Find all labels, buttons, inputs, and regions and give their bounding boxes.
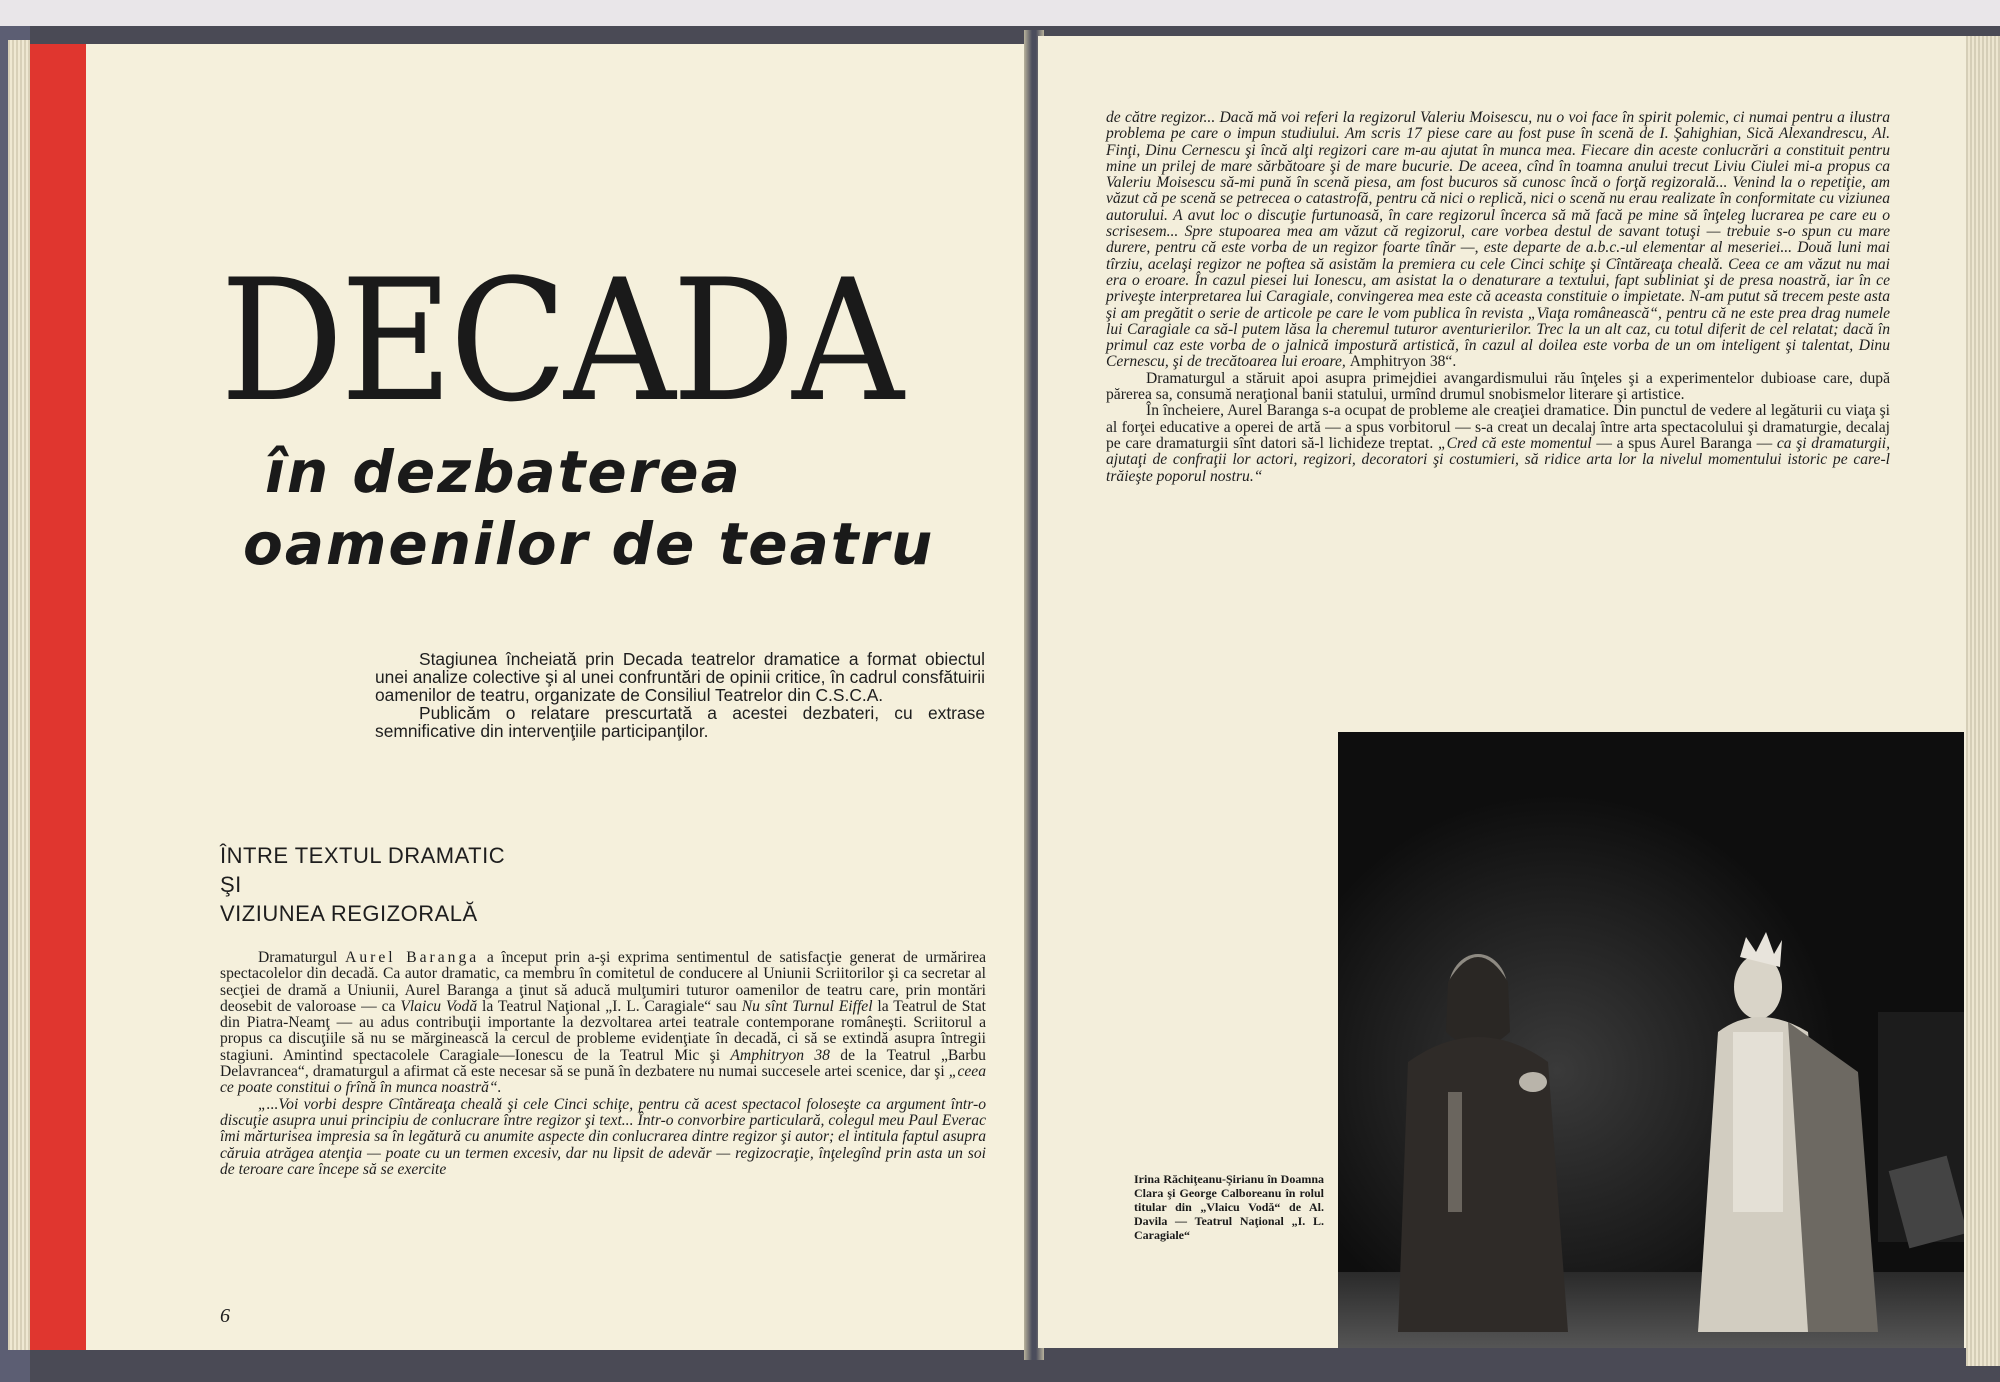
body-paragraph: „...Voi vorbi despre Cîntăreaţa chealǎ şi cele Cinci schiţe, pentru că acest spectacol foloseşte ca argument într-o discuţie asupra unui principiu de conlucrare între regizor şi text... Într-o convorbire particulară, colegul meu Paul Everac îmi mărturisea impresia sa în legătură cu anumite aspecte din conlucrarea dintre regizor şi autor; el intitula faptul asupra căruia atrăgea atenţia — poate cu un termen excesiv, dar nu lipsit de adevăr — regizocraţie, înţelegînd prin asta un soi de teroare care începe să se exercite — [220, 1095, 986, 1178]
red-margin-band — [30, 44, 86, 1350]
intro-paragraph: Stagiunea încheiată prin Decada teatrelor dramatice a format obiectul unei analize colective şi al unei confruntări de opinii critice, în cadrul consfătuirii oamenilor de teatru, organizate de Consiliul Teatrelor din C.S.C.A. — [375, 649, 985, 705]
book-cover-top — [0, 0, 2000, 26]
section-heading — [220, 841, 620, 928]
photo-caption: Irina Răchiţeanu-Şirianu în Doamna Clara şi George Calboreanu în rolul titular din „Vlaicu Vodă“ de Al. Davila — Teatrul Naţional „I. L. Caragiale“ — [1134, 1172, 1324, 1242]
article-subtitle-line2: oamenilor de teatru — [243, 510, 935, 578]
page-stack-right — [1966, 36, 2000, 1366]
article-title: DECADA — [220, 243, 901, 439]
body-paragraph: de către regizor... Dacă mă voi referi la regizorul Valeriu Moisescu, nu o voi face în spirit polemic, ci numai pentru a ilustra problema pe care o impun studiului. Am scris 17 piese care au fost puse în scenă de I. Şahighian, Sică Alexandrescu, Al. Finţi, Dinu Cernescu şi încă alţi regizori care m-au ajutat în munca mea. Fiecare din aceste conlucrări a constituit pentru mine un prilej de mare sărbătoare şi de mare bucurie. De aceea, cînd în toamna anului trecut Liviu Ciulei mi-a propus ca Valeriu Moisescu să-mi pună în scenă piesa, am fost bucuros să cunosc încă o forţă regizorală... Venind la o repetiţie, am văzut că pe scenă se petrecea o catastrofă, pentru că nici o replică, nici o scenă nu erau realizate în conformitate cu viziunea autorului. A avut loc o discuţie furtunoasă, în care regizorul încerca să mă facă pe mine să înţeleg lucrarea pe care eu o scrisesem... Spre stupoarea mea am văzut că regizorul, care vorbea destul de savant totuşi — trebuie s-o spun cu mare durere, pentru că este vorba de un regizor foarte tînăr —, este departe de a.b.c.-ul elementar al meseriei... Două luni mai tîrziu, acelaşi regizor ne poftea să asistăm la premiera cu cele Cinci schiţe şi Cîntăreaţa chealǎ. Ceea ce am văzut nu mai era o eroare. În cazul piesei lui Ionescu, am asistat la o denaturare a textului, fapt subliniat şi de presa noastră, iar în ce priveşte interpretarea lui Caragiale, convingerea mea este că aceasta constituie o impietate. N-am putut să trecem peste asta şi am pregătit o serie de articole pe care le vom publica în revista „Viaţa românească“, pentru că ne este prea drag numele lui Caragiale ca să-l putem lăsa la cheremul tuturor aventurierilor. Trec la un alt caz, cu totul diferit de cel relatat; dacă în primul caz este vorba de o jalnică impostură artistică, în cazul al doilea este vorba de un om inteligent şi talentat, Dinu Cernescu, şi de trecătoarea lui eroare, Amphitryon 38“. — [1106, 109, 1890, 371]
page-stack-left — [8, 40, 30, 1350]
body-paragraph: În încheiere, Aurel Baranga s-a ocupat de probleme ale creaţiei dramatice. Din punctul de vedere al legăturii cu viaţa şi al forţei educative a operei de artă — a spus vorbitorul — s-a creat un decalaj între arta spectacolului şi dramaturgie, decalaj pe care dramaturgii sînt datori să-l lichideze treptat. „Cred că este momentul — a spus Aurel Baranga — ca şi dramaturgii, ajutaţi de confraţii lor actori, regizori, decoratori şi costumieri, să ridice arta lor la nivelul momentului istoric pe care-l trăieşte poporul nostru.“ — [1106, 402, 1891, 485]
section-heading-line: ÎNTRE TEXTUL DRAMATIC — [220, 843, 506, 868]
stage-photo-image — [1338, 732, 1964, 1348]
page-number: 6 — [220, 1305, 230, 1327]
body-paragraph: Dramaturgul Aurel Baranga a început prin a-şi exprima sentimentul de satisfacţie generat de urmărirea spectacolelor din decadă. Ca autor dramatic, ca membru în comitetul de conducere al Uniunii Scriitorilor şi ca secretar al secţiei de dramă a Uniunii, Aurel Baranga a ţinut să aducă mulţumiri tuturor oamenilor de teatru care, prin montări deosebit de valoroase — ca Vlaicu Vodă la Teatrul Naţional „I. L. Caragiale“ sau Nu sînt Turnul Eiffel la Teatrul de Stat din Piatra-Neamţ — au adus contribuţii importante la dezvoltarea artei teatrale contemporane româneşti. Scriitorul a propus ca discuţiile să nu se mărginească la cercul de probleme evidenţiate în decadă, ci să se extindă asupra întregii stagiuni. Amintind spectacolele Caragiale—Ionescu de la Teatrul Mic şi Amphitryon 38 de la Teatrul „Barbu Delavrancea“, dramaturgul a afirmat că este necesar să se pună în dezbatere nu numai succesele artei scenice, dar şi „ceea ce poate constitui o frînă în munca noastră“. — [220, 949, 987, 1097]
right-page — [1038, 36, 1970, 1348]
body-paragraph: Dramaturgul a stăruit apoi asupra primejdiei avangardismului rău înţeles şi a experimentelor dubioase care, după părerea sa, consumă neraţional banii statului, urmînd drumul snobismelor literare şi artistice. — [1106, 369, 1890, 404]
section-heading-line: ŞI — [220, 872, 242, 897]
left-body-text — [220, 950, 986, 1178]
section-heading-line: VIZIUNEA REGIZORALĂ — [220, 901, 478, 926]
stage-photo — [1338, 732, 1964, 1348]
left-page — [30, 44, 1030, 1350]
article-subtitle-line1: în dezbaterea — [265, 438, 742, 506]
right-body-text — [1106, 110, 1890, 485]
intro-paragraph: Publicăm o relatare prescurtată a acestei dezbateri, cu extrase semnificative din intervenţiile participanţilor. — [375, 703, 985, 741]
article-intro — [375, 650, 985, 740]
